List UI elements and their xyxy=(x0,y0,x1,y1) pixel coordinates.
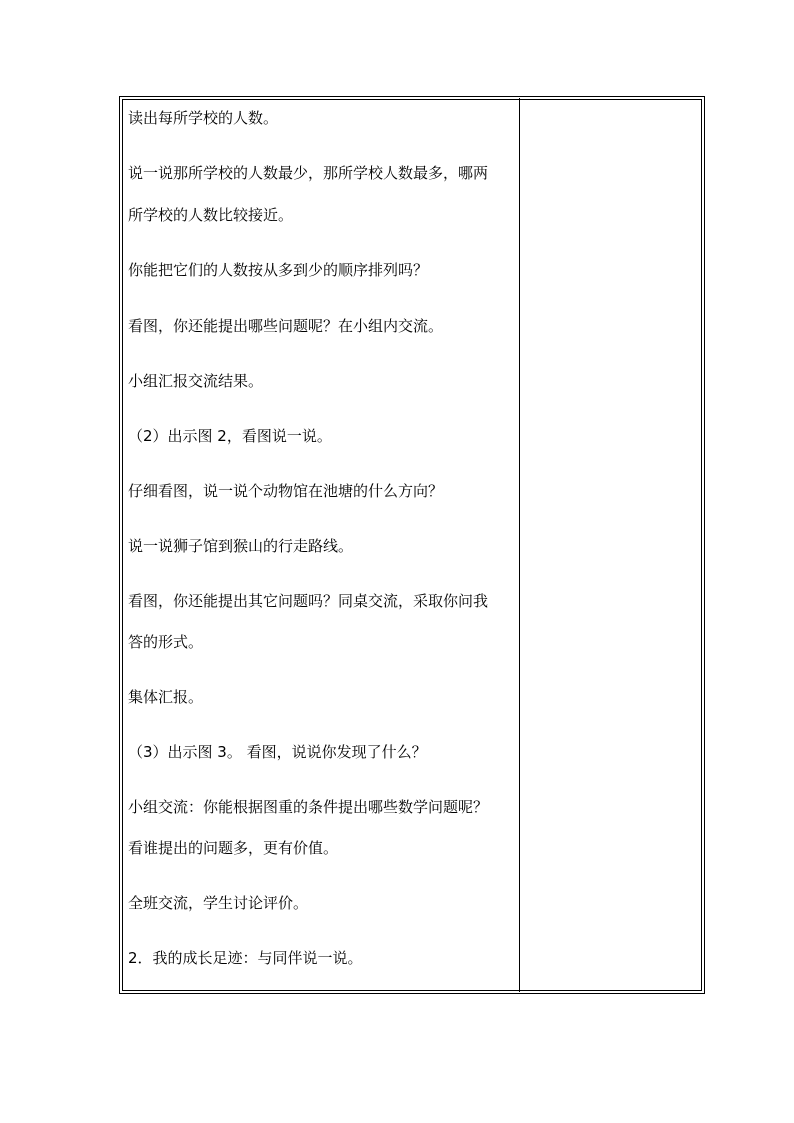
text-line: 读出每所学校的人数。 xyxy=(128,109,279,127)
text-line: 集体汇报。 xyxy=(128,688,204,706)
text-line: 看图，你还能提出其它问题吗？同桌交流，采取你问我 xyxy=(128,592,489,610)
text-line: 2．我的成长足迹：与同伴说一说。 xyxy=(128,949,363,967)
text-line: 看图，你还能提出哪些问题呢？在小组内交流。 xyxy=(128,317,444,335)
text-line: （2）出示图 2，看图说一说。 xyxy=(128,427,332,445)
text-line: （3）出示图 3。 看图，说说你发现了什么？ xyxy=(128,743,427,761)
text-line: 说一说那所学校的人数最少，那所学校人数最多，哪两 xyxy=(128,164,489,182)
text-line: 说一说狮子馆到猴山的行走路线。 xyxy=(128,537,354,555)
text-line: 答的形式。 xyxy=(128,633,204,651)
text-line: 仔细看图，说一说个动物馆在池塘的什么方向？ xyxy=(128,482,444,500)
text-line: 你能把它们的人数按从多到少的顺序排列吗？ xyxy=(128,261,429,279)
text-line: 全班交流，学生讨论评价。 xyxy=(128,894,309,912)
text-line: 所学校的人数比较接近。 xyxy=(128,206,294,224)
column-divider xyxy=(519,98,520,992)
text-line: 小组交流：你能根据图重的条件提出哪些数学问题呢？ xyxy=(128,798,489,816)
lesson-content-cell xyxy=(128,0,516,1123)
text-line: 看谁提出的问题多，更有价值。 xyxy=(128,839,339,857)
text-line: 小组汇报交流结果。 xyxy=(128,372,264,390)
